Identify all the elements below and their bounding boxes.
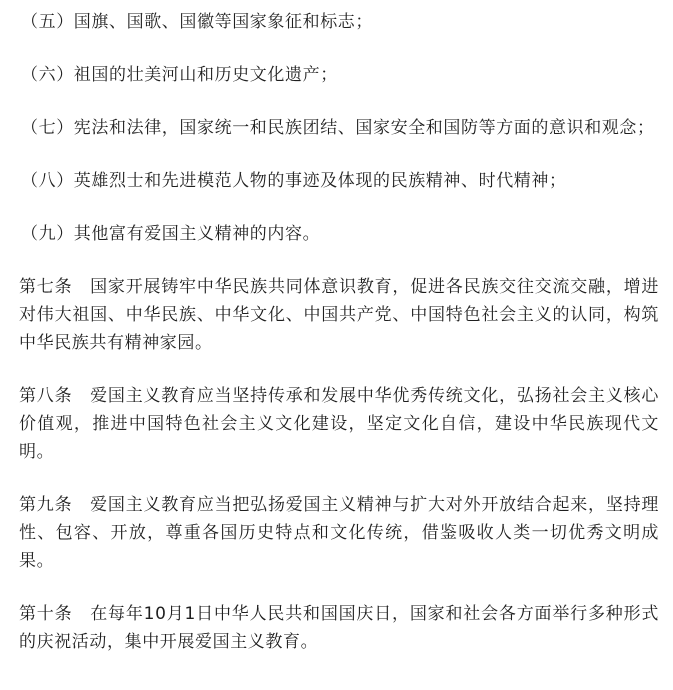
- item-six: （六）祖国的壮美河山和历史文化遗产；: [21, 65, 338, 85]
- item-eight: （八）英雄烈士和先进模范人物的事迹及体现的民族精神、时代精神；: [21, 171, 567, 191]
- item-five: （五）国旗、国歌、国徽等国家象征和标志；: [21, 12, 373, 32]
- article-eight: 第八条 爱国主义教育应当坚持传承和发展中华优秀传统文化，弘扬社会主义核心价值观，推进中国特色社会主义文化建设，坚定文化自信，建设中华民族现代文明。: [19, 386, 659, 462]
- article-ten: 第十条 在每年10月1日中华人民共和国国庆日，国家和社会各方面举行多种形式的庆祝活动，集中开展爱国主义教育。: [19, 604, 659, 652]
- article-seven: 第七条 国家开展铸牢中华民族共同体意识教育，促进各民族交往交流交融，增进对伟大祖国、中华民族、中华文化、中国共产党、中国特色社会主义的认同，构筑中华民族共有精神家园。: [19, 277, 659, 353]
- item-seven: （七）宪法和法律，国家统一和民族团结、国家安全和国防等方面的意识和观念；: [21, 118, 655, 138]
- item-nine: （九）其他富有爱国主义精神的内容。: [21, 224, 321, 244]
- article-nine: 第九条 爱国主义教育应当把弘扬爱国主义精神与扩大对外开放结合起来，坚持理性、包容、开放，尊重各国历史特点和文化传统，借鉴吸收人类一切优秀文明成果。: [19, 495, 659, 571]
